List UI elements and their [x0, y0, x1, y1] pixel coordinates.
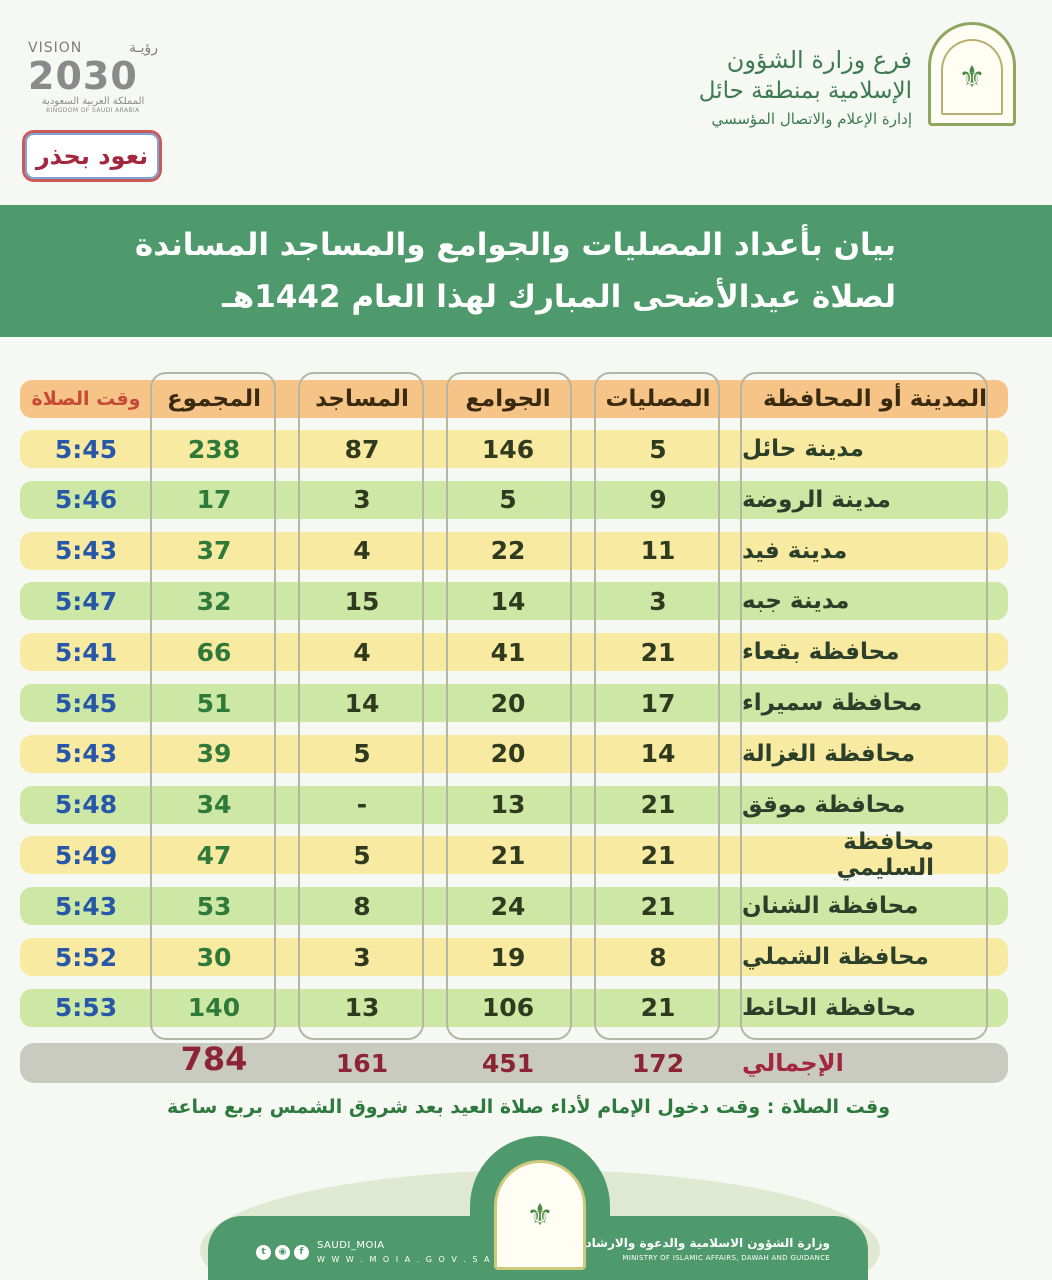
footer-social: [256, 1240, 492, 1264]
cell-masajid: 15: [344, 586, 380, 616]
cell-time: 5:45: [54, 688, 118, 718]
cell-time: 5:43: [54, 891, 118, 921]
cell-time: 5:41: [54, 637, 118, 667]
cell-name: مدينة الروضة: [742, 486, 891, 513]
cell-masajid: 4: [353, 536, 371, 566]
cell-masajid: -: [356, 790, 368, 820]
cell-time: 5:53: [54, 993, 118, 1023]
social-icons: [256, 1245, 309, 1260]
header-musallayat: المصليات: [605, 386, 711, 412]
cell-total: 32: [196, 586, 232, 616]
cell-masajid: 5: [353, 840, 371, 870]
vision-ar-label: رؤيـة: [128, 40, 158, 56]
cell-jawami: 14: [490, 586, 526, 616]
title-line-1: بيان بأعداد المصليات والجوامع والمساجد المساندة: [134, 227, 896, 263]
cell-jawami: 41: [490, 637, 526, 667]
cell-masajid: 4: [353, 637, 371, 667]
cell-time: 5:49: [54, 840, 118, 870]
header-total: المجموع: [166, 386, 262, 412]
cell-name: مدينة جبه: [742, 588, 850, 615]
footer-ministry-name: [586, 1236, 831, 1262]
footer-ministry-en: MINISTRY OF ISLAMIC AFFAIRS, DAWAH AND GUIDANCE: [622, 1254, 830, 1262]
cell-name: مدينة فيد: [742, 537, 848, 564]
cell-name: محافظة بقعاء: [742, 639, 900, 666]
cell-masajid: 5: [353, 739, 371, 769]
cell-time: 5:52: [54, 942, 118, 972]
cell-musallayat: 14: [640, 739, 676, 769]
totals-masajid: 161: [335, 1048, 389, 1078]
cell-total: 238: [187, 434, 241, 464]
vision-country-ar: المملكة العربية السعودية: [41, 96, 145, 107]
prayer-time-note: وقت الصلاة : وقت دخول الإمام لأداء صلاة العيد بعد شروق الشمس بربع ساعة: [167, 1096, 890, 1118]
instagram-icon[interactable]: ◉: [275, 1245, 290, 1260]
cell-jawami: 146: [481, 434, 535, 464]
totals-grand-total: 784: [180, 1040, 248, 1078]
vision-country-en: KINGDOM OF SAUDI ARABIA: [46, 107, 140, 114]
cell-total: 39: [196, 739, 232, 769]
cell-total: 37: [196, 536, 232, 566]
cell-jawami: 106: [481, 993, 535, 1023]
footer-emblem-icon: ⚜: [494, 1160, 586, 1270]
cell-total: 53: [196, 891, 232, 921]
cell-name: محافظة سميراء: [742, 690, 923, 716]
ministry-line-2: الإسلامية بمنطقة حائل: [698, 78, 912, 104]
header-jawami: الجوامع: [465, 386, 551, 412]
cell-time: 5:43: [54, 739, 118, 769]
cell-total: 17: [196, 485, 232, 515]
header-name: المدينة أو المحافظة: [763, 386, 987, 412]
title-line-2: لصلاة عيدالأضحى المبارك لهذا العام 1442هـ: [222, 279, 896, 315]
cell-musallayat: 3: [649, 586, 667, 616]
cell-jawami: 19: [490, 942, 526, 972]
cell-jawami: 5: [499, 485, 517, 515]
header-masajid: المساجد: [315, 386, 409, 412]
cell-musallayat: 21: [640, 840, 676, 870]
cell-name: محافظة الشنان: [742, 893, 919, 920]
social-handle[interactable]: SAUDI_MOIA: [317, 1240, 385, 1251]
cell-musallayat: 21: [640, 790, 676, 820]
cell-jawami: 20: [490, 739, 526, 769]
cell-jawami: 22: [490, 536, 526, 566]
cell-masajid: 8: [353, 891, 371, 921]
cell-musallayat: 8: [649, 942, 667, 972]
cell-name: محافظة موقق: [742, 791, 906, 818]
cell-time: 5:43: [54, 536, 118, 566]
cell-masajid: 3: [353, 485, 371, 515]
cell-masajid: 14: [344, 688, 380, 718]
footer-ministry-ar: وزارة الشؤون الاسلامية والدعوة والارشاد: [585, 1236, 830, 1250]
cell-musallayat: 21: [640, 637, 676, 667]
vision-year: 2030: [28, 54, 138, 98]
totals-jawami: 451: [481, 1048, 535, 1078]
website-link[interactable]: W W W . M O I A . G O V . S A: [317, 1255, 492, 1264]
cell-musallayat: 21: [640, 993, 676, 1023]
cell-name: محافظة الحائط: [742, 994, 916, 1021]
cell-total: 140: [187, 993, 241, 1023]
cell-musallayat: 9: [649, 485, 667, 515]
cell-jawami: 13: [490, 790, 526, 820]
facebook-icon[interactable]: f: [294, 1245, 309, 1260]
vision-2030-logo: [28, 40, 158, 114]
cell-musallayat: 21: [640, 891, 676, 921]
ministry-line-3: إدارة الإعلام والاتصال المؤسسي: [711, 110, 912, 128]
statistics-table: [0, 370, 1052, 1090]
cell-masajid: 87: [344, 434, 380, 464]
header-time: وقت الصلاة: [31, 388, 141, 410]
cell-time: 5:47: [54, 586, 118, 616]
cell-name: محافظة الشملي: [742, 944, 929, 970]
cell-time: 5:45: [54, 434, 118, 464]
cell-total: 47: [196, 840, 232, 870]
title-banner: [0, 205, 1052, 337]
cell-time: 5:48: [54, 790, 118, 820]
campaign-badge: نعود بحذر: [22, 130, 162, 182]
page-header: [0, 0, 1052, 200]
ministry-branch-text: [699, 44, 912, 132]
vision-en-label: VISION: [28, 40, 83, 56]
cell-musallayat: 5: [649, 434, 667, 464]
palm-swords-icon: ⚜: [941, 39, 1003, 115]
cell-masajid: 3: [353, 942, 371, 972]
twitter-icon[interactable]: t: [256, 1245, 271, 1260]
cell-total: 30: [196, 942, 232, 972]
cell-total: 51: [196, 688, 232, 718]
cell-musallayat: 11: [640, 536, 676, 566]
totals-label: الإجمالي: [742, 1049, 844, 1077]
cell-name: محافظة السليمي: [836, 829, 934, 882]
cell-masajid: 13: [344, 993, 380, 1023]
cell-jawami: 24: [490, 891, 526, 921]
cell-musallayat: 17: [640, 688, 676, 718]
cell-name: مدينة حائل: [742, 436, 864, 462]
cell-jawami: 20: [490, 688, 526, 718]
cell-jawami: 21: [490, 840, 526, 870]
cell-name: محافظة الغزالة: [742, 740, 916, 767]
cell-total: 66: [196, 637, 232, 667]
totals-musallayat: 172: [631, 1048, 685, 1078]
cell-time: 5:46: [54, 485, 118, 515]
cell-total: 34: [196, 790, 232, 820]
ministry-line-1: فرع وزارة الشؤون: [726, 46, 912, 74]
ministry-emblem-icon: [928, 22, 1016, 126]
